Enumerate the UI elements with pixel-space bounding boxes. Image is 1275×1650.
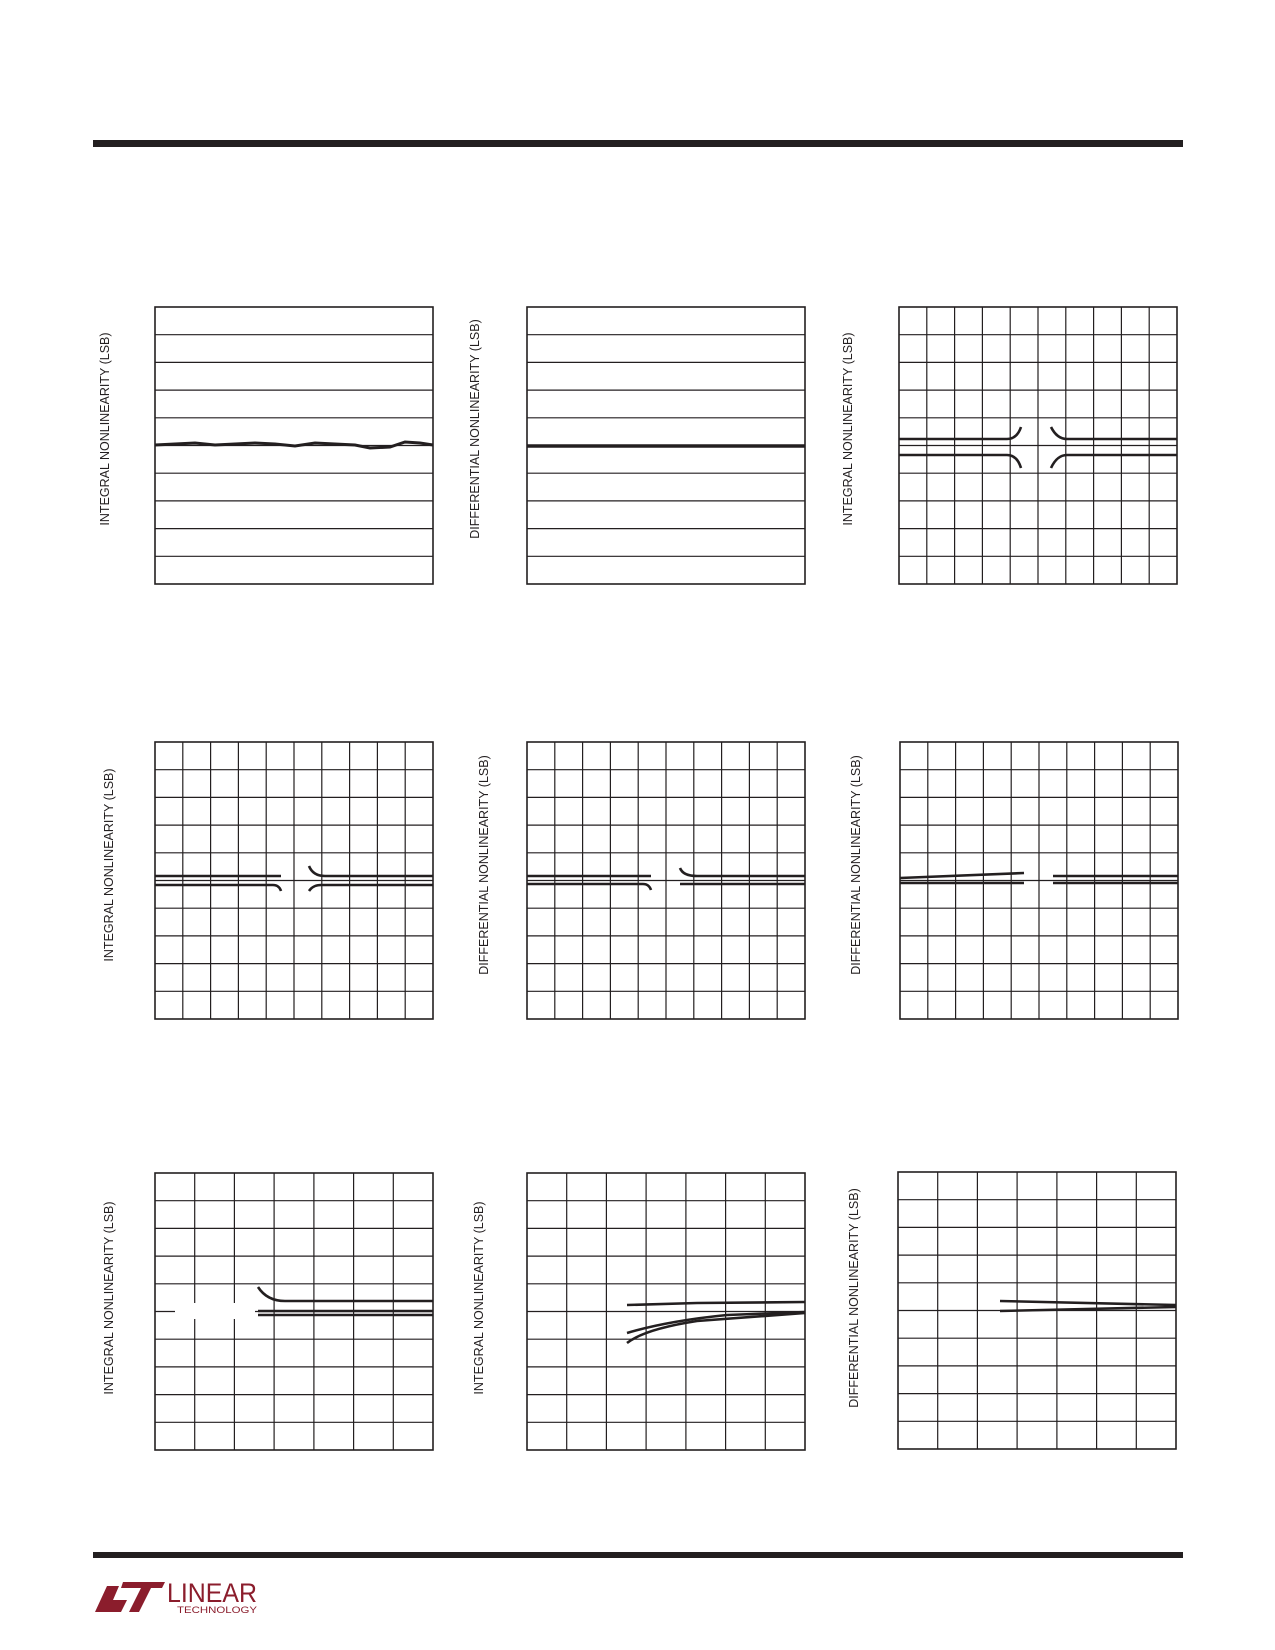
chart-9 bbox=[898, 1172, 1176, 1449]
chart-1-ylabel: INTEGRAL NONLINEARITY (LSB) bbox=[98, 332, 112, 526]
chart-4 bbox=[155, 742, 433, 1019]
chart-3 bbox=[899, 307, 1177, 584]
chart-8-trace-upper bbox=[627, 1302, 805, 1305]
chart-6 bbox=[900, 742, 1178, 1019]
chart-3-trace-lower-right bbox=[1051, 455, 1177, 468]
logo-line1: LINEAR bbox=[167, 1578, 257, 1608]
chart-8-ylabel: INTEGRAL NONLINEARITY (LSB) bbox=[472, 1201, 486, 1395]
top-rule bbox=[93, 140, 1183, 147]
chart-7-ylabel: INTEGRAL NONLINEARITY (LSB) bbox=[102, 1201, 116, 1395]
chart-4-trace-lower-right bbox=[309, 885, 433, 891]
chart-7 bbox=[155, 1173, 433, 1450]
chart-3-ylabel: INTEGRAL NONLINEARITY (LSB) bbox=[841, 332, 855, 526]
chart-3-trace-upper-right bbox=[1051, 427, 1177, 439]
chart-8 bbox=[527, 1173, 805, 1450]
chart-9-ylabel: DIFFERENTIAL NONLINEARITY (LSB) bbox=[847, 1188, 861, 1408]
chart-6-trace-upper-left bbox=[900, 873, 1024, 878]
chart-1 bbox=[155, 307, 433, 584]
linear-technology-logo bbox=[93, 1572, 263, 1616]
chart-5-trace-lower-left bbox=[527, 884, 651, 890]
bottom-rule bbox=[93, 1552, 1183, 1558]
chart-6-ylabel: DIFFERENTIAL NONLINEARITY (LSB) bbox=[849, 755, 863, 975]
chart-2 bbox=[527, 307, 805, 584]
chart-2-ylabel: DIFFERENTIAL NONLINEARITY (LSB) bbox=[468, 319, 482, 539]
chart-5 bbox=[527, 742, 805, 1019]
chart-4-trace-upper-right bbox=[309, 866, 433, 876]
chart-7-trace-upper bbox=[258, 1287, 433, 1301]
chart-4-trace-lower-left bbox=[155, 885, 281, 891]
chart-4-ylabel: INTEGRAL NONLINEARITY (LSB) bbox=[102, 768, 116, 962]
chart-5-ylabel: DIFFERENTIAL NONLINEARITY (LSB) bbox=[477, 755, 491, 975]
logo-line2: TECHNOLOGY bbox=[177, 1605, 258, 1616]
chart-8-trace-lower bbox=[627, 1313, 805, 1343]
chart-3-trace-upper-left bbox=[899, 427, 1021, 439]
chart-5-trace-upper-right bbox=[680, 868, 805, 876]
chart-3-trace-lower-left bbox=[899, 455, 1021, 468]
chart-9-trace-upper bbox=[1000, 1301, 1176, 1305]
